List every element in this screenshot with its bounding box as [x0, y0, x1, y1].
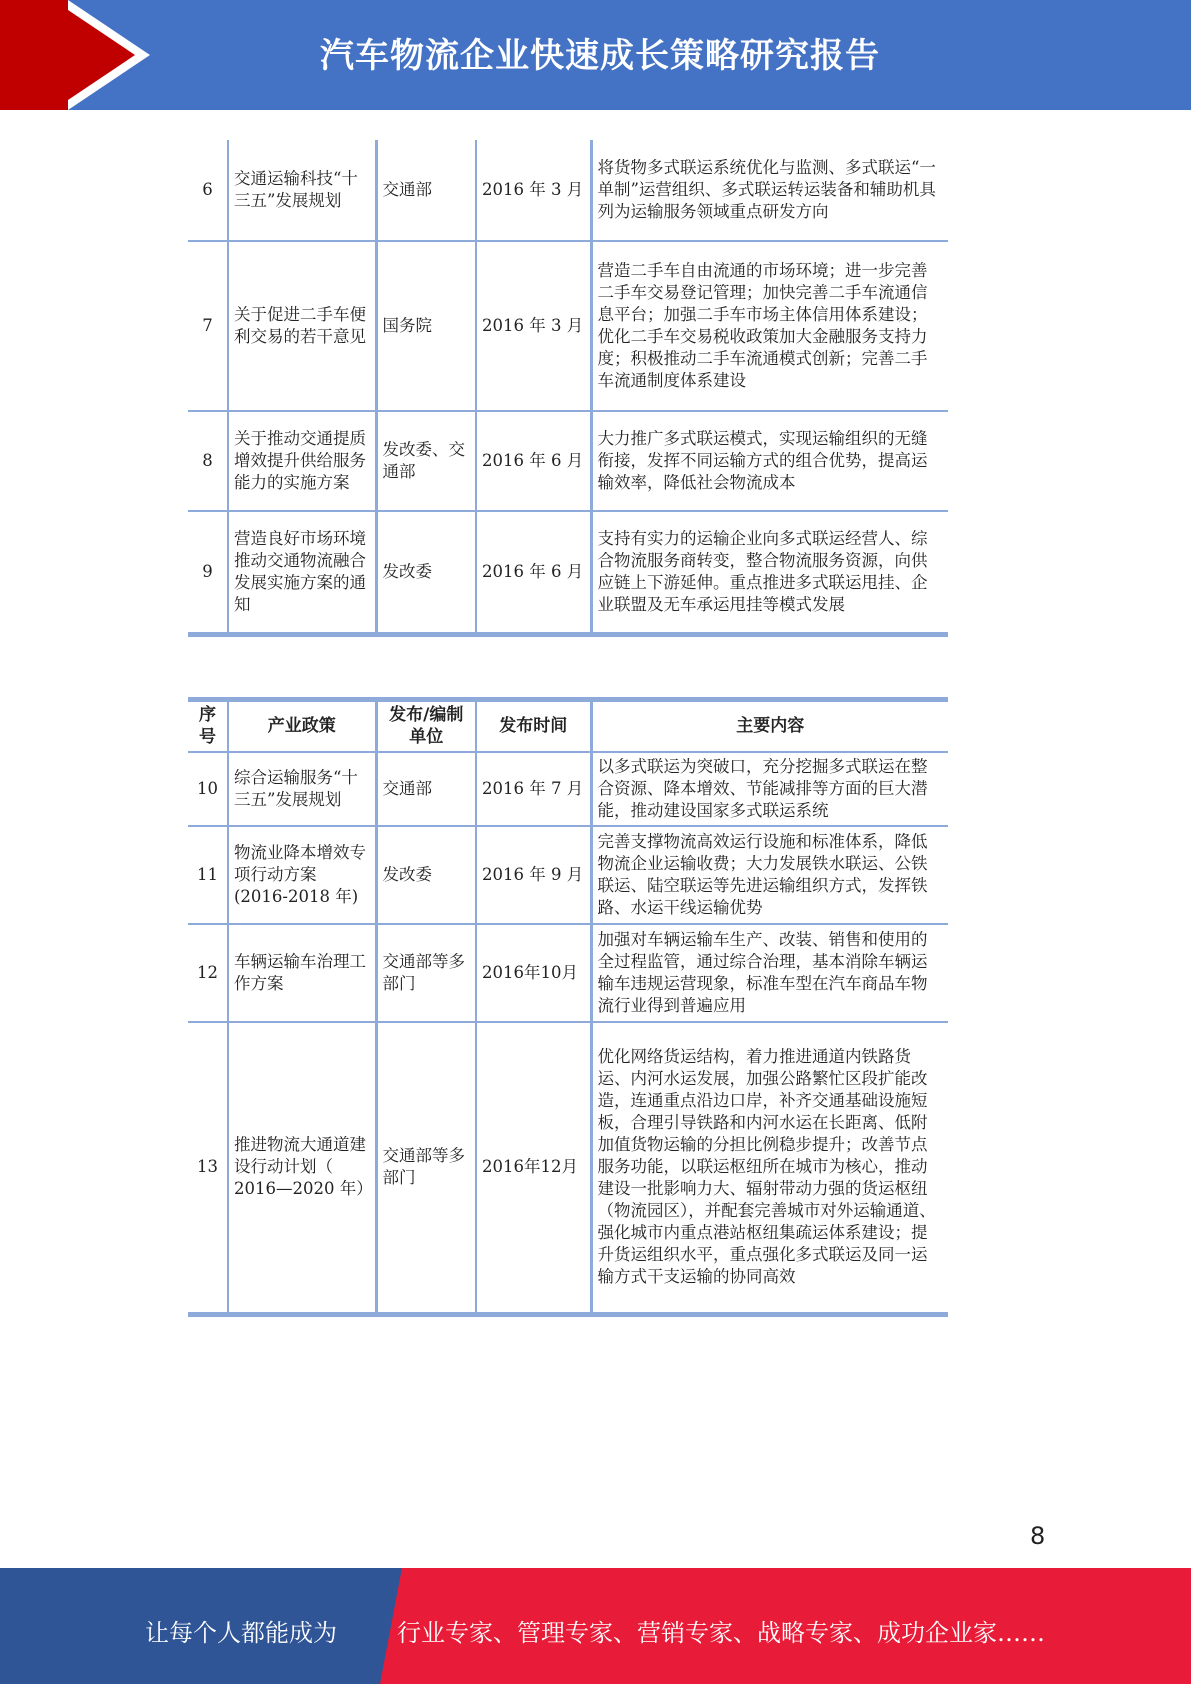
main-content: 将货物多式联运系统优化与监测、多式联运“一单制”运营组织、多式联运转运装备和辅助机具列为运输服务领域重点研发方向 [591, 140, 948, 241]
issue-date: 2016 年 6 月 [476, 511, 591, 634]
row-number: 10 [188, 752, 228, 826]
row-number: 11 [188, 826, 228, 924]
table-row [188, 1022, 948, 1315]
footer-slogan-right: 行业专家、管理专家、营销专家、战略专家、成功企业家…… [397, 1619, 1045, 1647]
issuer: 交通部 [376, 752, 476, 826]
policy-name: 关于促进二手车便利交易的若干意见 [228, 241, 376, 411]
row-number: 13 [188, 1022, 228, 1315]
page-number: 8 [1030, 1522, 1046, 1550]
main-content: 加强对车辆运输车生产、改装、销售和使用的全过程监管，通过综合治理，基本消除车辆运输车违规运营现象，标准车型在汽车商品车物流行业得到普遍应用 [591, 924, 948, 1022]
footer-slogan-left: 让每个人都能成为 [145, 1619, 337, 1647]
page-title: 汽车物流企业快速成长策略研究报告 [320, 36, 880, 76]
issue-date: 2016年12月 [476, 1022, 591, 1315]
issue-date: 2016 年 9 月 [476, 826, 591, 924]
policy-name: 关于推动交通提质增效提升供给服务能力的实施方案 [228, 411, 376, 511]
policy-name: 营造良好市场环境推动交通物流融合发展实施方案的通知 [228, 511, 376, 634]
table-row [188, 924, 948, 1022]
header-policy: 产业政策 [228, 700, 376, 752]
issue-date: 2016 年 6 月 [476, 411, 591, 511]
main-content: 优化网络货运结构，着力推进通道内铁路货运、内河水运发展，加强公路繁忙区段扩能改造，连通重点沿边口岸，补齐交通基础设施短板，合理引导铁路和内河水运在长距离、低附加值货物运输的分担比例稳步提升；改善节点服务功能，以联运枢纽所在城市为核心，推动建设一批影响力大、辐射带动力强的货运枢纽（物流园区），并配套完善城市对外运输通道、强化城市内重点港站枢纽集疏运体系建设；提升货运组织水平，重点强化多式联运及同一运输方式干支运输的协同高效 [591, 1022, 948, 1315]
header-bar [0, 0, 1191, 110]
main-content: 营造二手车自由流通的市场环境；进一步完善二手车交易登记管理；加快完善二手车流通信息平台；加强二手车市场主体信用体系建设；优化二手车交易税收政策加大金融服务支持力度；积极推动二手车流通模式创新；完善二手车流通制度体系建设 [591, 241, 948, 411]
issuer: 交通部 [376, 140, 476, 241]
policy-table-continued [188, 140, 948, 637]
header-no: 序号 [188, 700, 228, 752]
header-red-block [0, 0, 68, 110]
policy-name: 交通运输科技“十三五”发展规划 [228, 140, 376, 241]
row-number: 6 [188, 140, 228, 241]
issuer: 交通部等多部门 [376, 1022, 476, 1315]
issue-date: 2016 年 3 月 [476, 241, 591, 411]
header-arrow-red [68, 10, 135, 100]
issuer: 交通部等多部门 [376, 924, 476, 1022]
table-row [188, 411, 948, 511]
header-date: 发布时间 [476, 700, 591, 752]
header-issuer: 发布/编制单位 [376, 700, 476, 752]
table-header-row [188, 700, 948, 752]
issuer: 发改委 [376, 511, 476, 634]
issue-date: 2016年10月 [476, 924, 591, 1022]
table-row [188, 826, 948, 924]
policy-name: 车辆运输车治理工作方案 [228, 924, 376, 1022]
policy-name: 综合运输服务“十三五”发展规划 [228, 752, 376, 826]
table-row [188, 511, 948, 634]
policy-table [188, 697, 948, 1317]
issuer: 发改委、交通部 [376, 411, 476, 511]
issuer: 国务院 [376, 241, 476, 411]
main-content: 支持有实力的运输企业向多式联运经营人、综合物流服务商转变，整合物流服务资源，向供应链上下游延伸。重点推进多式联运甩挂、企业联盟及无车承运甩挂等模式发展 [591, 511, 948, 634]
issue-date: 2016 年 7 月 [476, 752, 591, 826]
issue-date: 2016 年 3 月 [476, 140, 591, 241]
table-row [188, 140, 948, 241]
main-content: 完善支撑物流高效运行设施和标准体系，降低物流企业运输收费；大力发展铁水联运、公铁联运、陆空联运等先进运输组织方式，发挥铁路、水运干线运输优势 [591, 826, 948, 924]
policy-name: 推进物流大通道建设行动计划（ 2016—2020 年） [228, 1022, 376, 1315]
issuer: 发改委 [376, 826, 476, 924]
row-number: 9 [188, 511, 228, 634]
main-content: 以多式联运为突破口，充分挖掘多式联运在整合资源、降本增效、节能减排等方面的巨大潜能，推动建设国家多式联运系统 [591, 752, 948, 826]
policy-name: 物流业降本增效专项行动方案(2016-2018 年) [228, 826, 376, 924]
main-content: 大力推广多式联运模式，实现运输组织的无缝衔接，发挥不同运输方式的组合优势，提高运输效率，降低社会物流成本 [591, 411, 948, 511]
header-content: 主要内容 [591, 700, 948, 752]
row-number: 8 [188, 411, 228, 511]
row-number: 7 [188, 241, 228, 411]
table-row [188, 241, 948, 411]
table-row [188, 752, 948, 826]
row-number: 12 [188, 924, 228, 1022]
